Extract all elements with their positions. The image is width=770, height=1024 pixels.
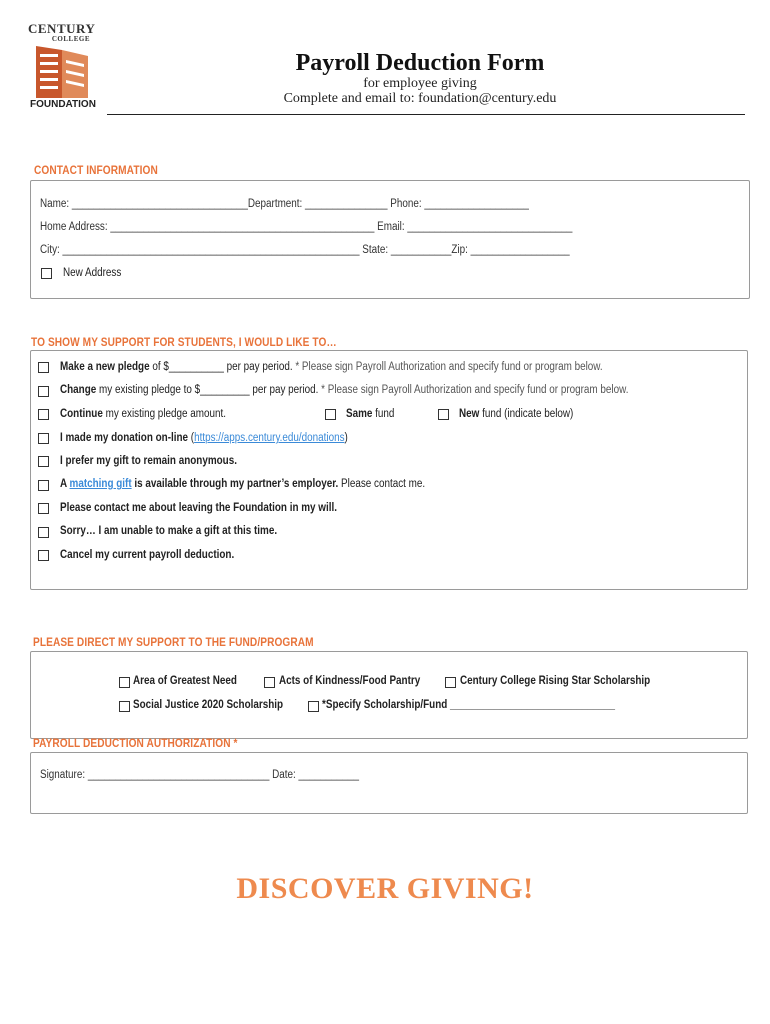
rising-star-checkbox[interactable] [445, 677, 456, 688]
will-checkbox[interactable] [38, 503, 49, 514]
new-fund-checkbox[interactable] [438, 409, 449, 420]
logo-emblem-icon [32, 44, 92, 100]
authorization-section-heading: PAYROLL DEDUCTION AUTHORIZATION * [33, 738, 238, 750]
greatest-need-checkbox[interactable] [119, 677, 130, 688]
contact-row-name-department-phone[interactable]: Name: ________________________________Department: _______________ Phone: ___________________ [40, 198, 529, 210]
fund-section-box [30, 651, 748, 739]
contact-row-address-email[interactable]: Home Address: ________________________________________________ Email: ______________________________ [40, 221, 573, 233]
same-fund-checkbox[interactable] [325, 409, 336, 420]
donations-link[interactable]: https://apps.century.edu/donations [194, 432, 345, 444]
discover-giving-slogan: DISCOVER GIVING! [236, 872, 534, 905]
form-title: Payroll Deduction Form [295, 50, 545, 76]
signature-date-line[interactable]: Signature: _________________________________ Date: ___________ [40, 769, 359, 781]
cancel-deduction-label: Cancel my current payroll deduction. [60, 549, 235, 561]
logo-text-century: CENTURY [28, 21, 96, 36]
social-justice-label: Social Justice 2020 Scholarship [133, 699, 284, 711]
matching-gift-link[interactable]: matching gift [69, 478, 132, 490]
logo-text-college: COLLEGE [51, 35, 90, 43]
continue-pledge-label: Continue my existing pledge amount. [60, 408, 227, 420]
will-label: Please contact me about leaving the Foundation in my will. [60, 502, 337, 514]
cancel-deduction-checkbox[interactable] [38, 550, 49, 561]
new-address-label: New Address [63, 267, 122, 279]
new-pledge-label: Make a new pledge of $__________ per pay period. * Please sign Payroll Authorization and specify fund or program below. [60, 361, 603, 373]
continue-pledge-checkbox[interactable] [38, 409, 49, 420]
form-subtitle: for employee giving [363, 76, 477, 91]
change-pledge-label: Change my existing pledge to $_________ per pay period. * Please sign Payroll Authorization and specify fund or program below. [60, 384, 629, 396]
rising-star-label: Century College Rising Star Scholarship [460, 675, 651, 687]
authorization-section-box [30, 752, 748, 814]
header-divider [107, 114, 745, 115]
matching-gift-checkbox[interactable] [38, 480, 49, 491]
unable-checkbox[interactable] [38, 527, 49, 538]
greatest-need-label: Area of Greatest Need [133, 675, 237, 687]
change-pledge-checkbox[interactable] [38, 386, 49, 397]
form-instructions: Complete and email to: foundation@century.edu [283, 91, 557, 106]
fund-section-heading: PLEASE DIRECT MY SUPPORT TO THE FUND/PROGRAM [33, 637, 314, 649]
century-college-foundation-logo [28, 22, 96, 116]
contact-section-heading: CONTACT INFORMATION [34, 165, 158, 177]
online-donation-checkbox[interactable] [38, 433, 49, 444]
new-fund-label: New fund (indicate below) [459, 408, 574, 420]
food-pantry-label: Acts of Kindness/Food Pantry [279, 675, 421, 687]
unable-label: Sorry… I am unable to make a gift at this time. [60, 525, 278, 537]
same-fund-label: Same fund [346, 408, 395, 420]
anonymous-label: I prefer my gift to remain anonymous. [60, 455, 237, 467]
new-address-checkbox[interactable] [41, 268, 52, 279]
logo-text-foundation: FOUNDATION [30, 99, 96, 110]
specify-fund-label[interactable]: *Specify Scholarship/Fund ______________________________ [322, 699, 616, 711]
online-donation-label: I made my donation on-line (https://apps.century.edu/donations) [60, 432, 348, 444]
specify-fund-checkbox[interactable] [308, 701, 319, 712]
matching-gift-label: A matching gift is available through my partner’s employer. Please contact me. [60, 478, 426, 490]
social-justice-checkbox[interactable] [119, 701, 130, 712]
support-section-heading: TO SHOW MY SUPPORT FOR STUDENTS, I WOULD LIKE TO… [31, 337, 337, 349]
anonymous-checkbox[interactable] [38, 456, 49, 467]
food-pantry-checkbox[interactable] [264, 677, 275, 688]
new-pledge-checkbox[interactable] [38, 362, 49, 373]
contact-row-city-state-zip[interactable]: City: ______________________________________________________ State: ___________Zip: __________________ [40, 244, 570, 256]
